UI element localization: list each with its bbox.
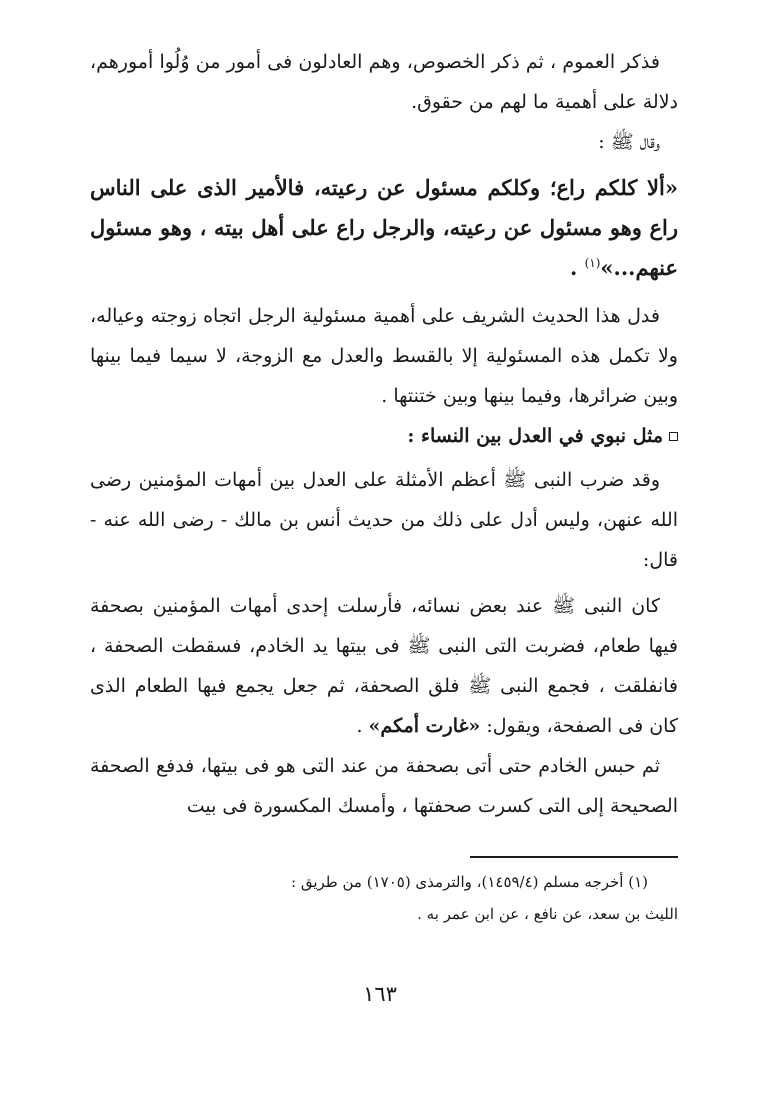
section-heading — [90, 416, 678, 456]
section-heading-text: مثل نبوي في العدل بين النساء : — [407, 425, 663, 447]
page-number: ١٦٣ — [363, 982, 397, 1006]
hadith-end: . — [569, 255, 585, 280]
paragraph-5 — [90, 586, 678, 746]
paragraph-6: ثم حبس الخادم حتى أتى بصحفة من عند التى هو فى بيتها، فدفع الصحفة الصحيحة إلى التى كسرت صحفتها ، وأمسك المكسورة فى بيت — [90, 755, 678, 817]
hadith-text: «ألا كلكم راع؛ وكلكم مسئول عن رعيته، فالأمير الذى على الناس راع وهو مسئول عن رعيته، والرجل راع على أهل بيته ، وهو مسئول عنهم...» — [90, 175, 678, 280]
hadith-quote — [90, 168, 678, 288]
paragraph-2: وقال ﷺ : — [598, 131, 660, 153]
paragraph-5-quote: «غارت أمكم» — [368, 715, 481, 737]
footnote-line-2: الليث بن سعد، عن نافع ، عن ابن عمر به . — [417, 905, 678, 923]
square-bullet-icon — [669, 432, 678, 441]
paragraph-5-text: كان النبى ﷺ عند بعض نسائه، فأرسلت إحدى أمهات المؤمنين بصحفة فيها طعام، فضربت التى النبى ﷺ فى بيتها يد الخادم، فسقطت الصحفة ، فانفلقت ، فجمع النبى ﷺ فلق الصحفة، ثم جعل يجمع فيها الطعام الذى كان فى الصفحة، ويقول: — [90, 595, 678, 737]
footnote-line-1: (١) أخرجه مسلم (١٤٥٩/٤)، والترمذى (١٧٠٥) من طريق : — [291, 873, 648, 891]
paragraph-5-end: . — [356, 715, 369, 737]
paragraph-4: وقد ضرب النبى ﷺ أعظم الأمثلة على العدل بين أمهات المؤمنين رضى الله عنهن، وليس أدل على ذلك من حديث أنس بن مالك - رضى الله عنه - قال: — [90, 469, 678, 571]
paragraph-3: فدل هذا الحديث الشريف على أهمية مسئولية الرجل اتجاه زوجته وعياله، ولا تكمل هذه المسئولية إلا بالقسط والعدل مع الزوجة، لا سيما فيما بينها وبين ضرائرها، وفيما بينها وبين ختنتها . — [90, 305, 678, 407]
paragraph-1: فذكر العموم ، ثم ذكر الخصوص، وهم العادلون فى أمور من وُلُوا أمورهم، دلالة على أهمية ما لهم من حقوق. — [90, 51, 678, 113]
footnote-marker: (١) — [584, 256, 601, 270]
page-body — [90, 42, 678, 826]
footnote-divider — [470, 856, 678, 858]
footnotes — [150, 866, 678, 930]
